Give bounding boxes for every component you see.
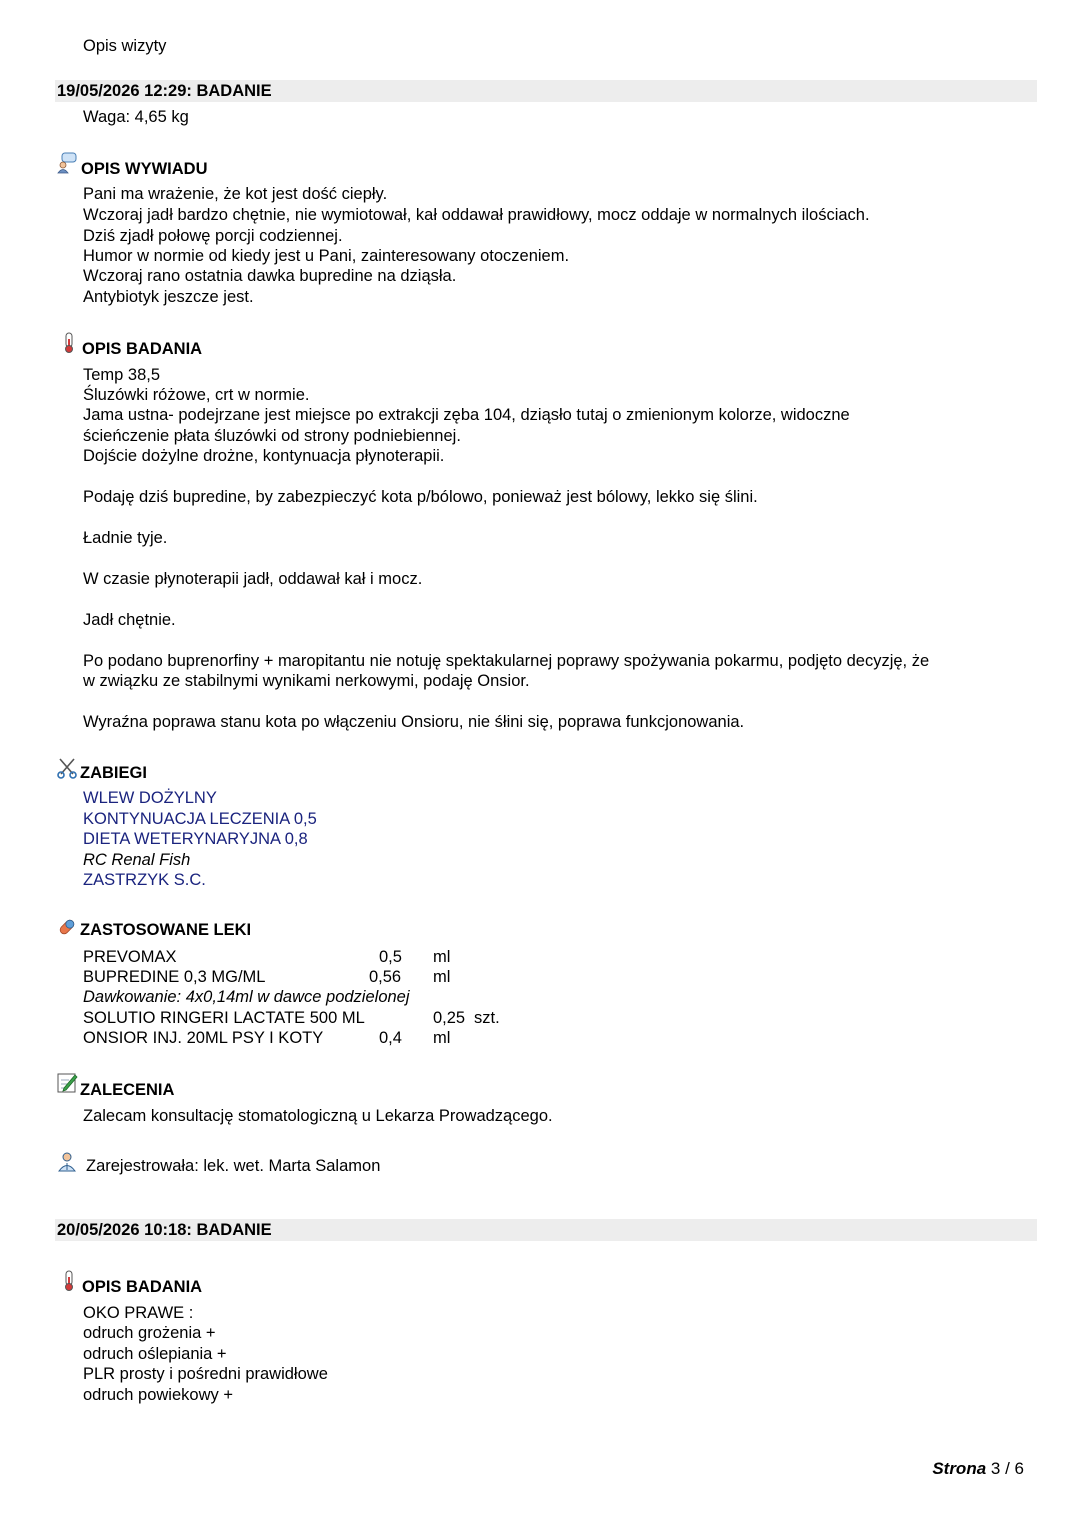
recommendation-text: Zalecam konsultację stomatologiczną u Lekarza Prowadzącego. [83,1107,553,1125]
speech-bubble-person-icon [56,152,78,174]
pill-icon [56,916,78,938]
med-name: ONSIOR INJ. 20ML PSY I KOTY [83,1029,324,1047]
wywiad-line: Dziś zjadł połowę porcji codziennej. [83,227,343,245]
badanie-line: Ładnie tyje. [83,529,168,547]
badanie-line: Wyraźna poprawa stanu kota po włączeniu Onsioru, nie śłini się, poprawa funkcjonowania. [83,713,745,731]
med-name: PREVOMAX [83,948,177,966]
med-qty: 0,5 [379,948,402,966]
badanie-line: odruch powiekowy + [83,1386,233,1404]
section-title-zalecenia: ZALECENIA [80,1081,175,1099]
procedure-item: DIETA WETERYNARYJNA 0,8 [83,830,308,848]
section-title-zabiegi: ZABIEGI [80,764,147,782]
section-title-leki: ZASTOSOWANE LEKI [80,921,252,939]
opis-wizyty-label: Opis wizyty [83,37,167,55]
badanie-line: ścieńczenie płata śluzówki od strony podniebiennej. [83,427,461,445]
section-title-badanie: OPIS BADANIA [82,1278,203,1296]
badanie-line: Podaję dziś bupredine, by zabezpieczyć kota p/bólowo, ponieważ jest bólowy, lekko się ślini. [83,488,758,506]
med-dosage-note: Dawkowanie: 4x0,14ml w dawce podzielonej [83,988,410,1006]
thermometer-icon [58,332,80,354]
med-unit: ml [433,968,451,986]
badanie-line: odruch oślepiania + [83,1345,227,1363]
wywiad-line: Antybiotyk jeszcze jest. [83,288,254,306]
badanie-line: W czasie płynoterapii jadł, oddawał kał i mocz. [83,570,423,588]
med-unit: ml [433,948,451,966]
badanie-line: Po podano buprenorfiny + maropitantu nie notuję spektakularnej poprawy spożywania pokarmu, podjęto decyzję, że [83,652,930,670]
procedure-item: KONTYNUACJA LECZENIA 0,5 [83,810,317,828]
page-total: 6 [1014,1459,1024,1478]
med-qty: 0,4 [379,1029,402,1047]
page-indicator [932,1459,1024,1479]
med-qty: 0,56 [369,968,402,986]
badanie-line: OKO PRAWE : [83,1304,194,1322]
wywiad-line: Wczoraj rano ostatnia dawka bupredine na dziąsła. [83,267,457,285]
badanie-line: Jama ustna- podejrzane jest miejsce po extrakcji zęba 104, dziąsło tutaj o zmienionym kolorze, widoczne [83,406,850,424]
med-unit: ml [433,1029,451,1047]
visit-header: 20/05/2026 10:18: BADANIE [55,1219,1037,1241]
doctor-person-icon [56,1151,78,1173]
med-name: SOLUTIO RINGERI LACTATE 500 ML [83,1009,365,1027]
page-separator: / [1000,1459,1015,1478]
page-label: Strona [932,1459,987,1478]
badanie-line: Jadł chętnie. [83,611,176,629]
badanie-line: w związku ze stabilnymi wynikami nerkowymi, podaję Onsior. [83,672,530,690]
badanie-line: PLR prosty i pośredni prawidłowe [83,1365,328,1383]
registered-by: Zarejestrowała: lek. wet. Marta Salamon [86,1157,381,1175]
procedure-item: ZASTRZYK S.C. [83,871,206,889]
med-qty: 0,25 [433,1009,466,1027]
page-number: 3 [990,1459,1001,1478]
procedure-item-note: RC Renal Fish [83,851,191,869]
badanie-line: Śluzówki różowe, crt w normie. [83,386,310,404]
section-title-wywiad: OPIS WYWIADU [81,160,208,178]
section-title-badanie: OPIS BADANIA [82,340,203,358]
med-unit: szt. [474,1009,500,1027]
thermometer-icon [58,1270,80,1292]
wywiad-line: Pani ma wrażenie, że kot jest dość ciepły. [83,185,388,203]
wywiad-line: Wczoraj jadł bardzo chętnie, nie wymiotował, kał oddawał prawidłowy, mocz oddaje w normalnych ilościach. [83,206,870,224]
notepad-pencil-icon [56,1072,78,1094]
scissors-icon [56,757,78,779]
med-name: BUPREDINE 0,3 MG/ML [83,968,266,986]
badanie-line: Dojście dożylne drożne, kontynuacja płynoterapii. [83,447,445,465]
visit-header: 19/05/2026 12:29: BADANIE [55,80,1037,102]
procedure-item: WLEW DOŻYLNY [83,789,217,807]
weight-value: Waga: 4,65 kg [83,108,189,126]
wywiad-line: Humor w normie od kiedy jest u Pani, zainteresowany otoczeniem. [83,247,570,265]
badanie-line: Temp 38,5 [83,366,161,384]
badanie-line: odruch grożenia + [83,1324,216,1342]
